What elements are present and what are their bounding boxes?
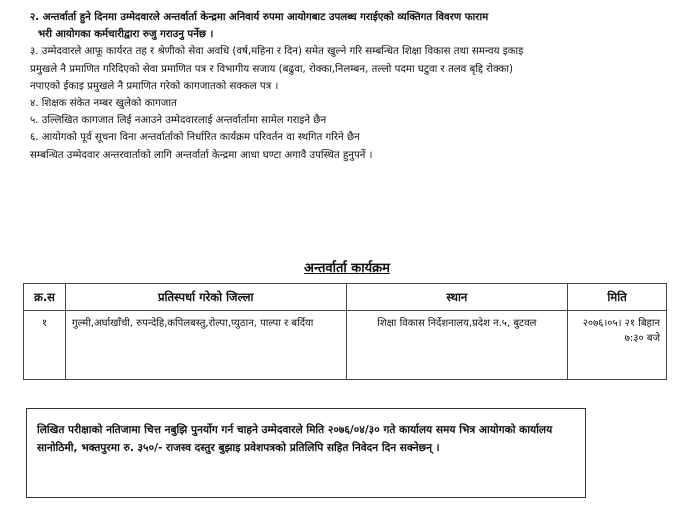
note-line: सम्बन्धित उम्मेदवार अन्तरवार्ताको लागि अन्तर्वार्ता केन्द्रमा आधा घण्टा अगावै उपस्थित हुनुपर्ने । [30, 149, 373, 161]
table-row [24, 311, 667, 380]
note-line: ४. शिक्षक संकेत नम्बर खुलेको कागजात [30, 98, 177, 110]
instructions-list [30, 9, 670, 164]
cell-district: गुल्मी,अर्घाखाँची, रुपन्देहि,कपिलबस्तु,रोल्पा,प्युठान, पाल्पा र बर्दिया [65, 311, 346, 380]
schedule-title: अन्तर्वार्ता कार्यक्रम [304, 261, 390, 276]
header-place: स्थान [346, 284, 568, 311]
time-line: ७:३० बजे [624, 333, 660, 344]
recheck-notice-box [26, 408, 586, 498]
header-sn: क्र.स [24, 284, 66, 311]
cell-sn: १ [24, 311, 66, 380]
table-header-row [24, 284, 667, 311]
note-line: ६. आयोगको पूर्व सूचना विना अन्तर्वार्ताको निर्धारित कार्यक्रम परिवर्तन वा स्थगित गरिने छैन [30, 132, 360, 144]
note-line: ५. उल्लिखित कागजात लिई नआउने उम्मेदवारलाई अन्तर्वार्तामा सामेल गराइने छैन [30, 115, 327, 127]
cell-date [568, 311, 667, 380]
note-line: ३. उम्मेदवारले आफू कार्यरत तह र श्रेणीको सेवा अवधि (वर्ष,महिना र दिन) समेत खुल्ने गरि सम्बन्धित शिक्षा विकास तथा समन्वय इकाइ [30, 46, 524, 58]
recheck-notice-text: लिखित परीक्षाको नतिजामा चित्त नबुझि पुनर्योग गर्न चाहने उम्मेदवारले मिति २०७६/०४/३० गते कार्यालय समय भित्र आयोगको कार्यालय सानोठिमी, भक्तपुरमा रु. ३५०/- राजस्व दस्तुर बुझाइ प्रवेशपत्रको प्रतिलिपि सहित निवेदन दिन सक्नेछन् । [37, 424, 553, 454]
cell-place: शिक्षा विकास निर्देशनालय,प्रदेश न.५, बुटवल [346, 311, 568, 380]
header-district: प्रतिस्पर्धा गरेको जिल्ला [65, 284, 346, 311]
date-line: २०७६।०५। २१ बिहान [582, 318, 660, 329]
note-line: भरी आयोगका कर्मचारीद्वारा रुजु गराउनु पर्नेछ । [38, 29, 214, 41]
interview-schedule-table [23, 283, 667, 380]
note-line: २. अन्तर्वार्ता हुने दिनमा उम्मेदवारले अन्तर्वार्ता केन्द्रमा अनिवार्य रुपमा आयोगबाट उपलब्ध गराईएको व्यक्तिगत विवरण फाराम [30, 12, 489, 23]
note-line: नपाएको ईकाइ प्रमुखले नै प्रमाणित गरेको कागजातको सक्कल पत्र । [30, 80, 279, 92]
header-date: मिति [568, 284, 667, 311]
note-line: प्रमुखले नै प्रमाणित गरिदिएको सेवा प्रमाणित पत्र र विभागीय सजाय (बढुवा, रोक्का,निलम्बन, तल्लो पदमा घटुवा र तलव बृद्दि रोक्का) [30, 63, 513, 75]
